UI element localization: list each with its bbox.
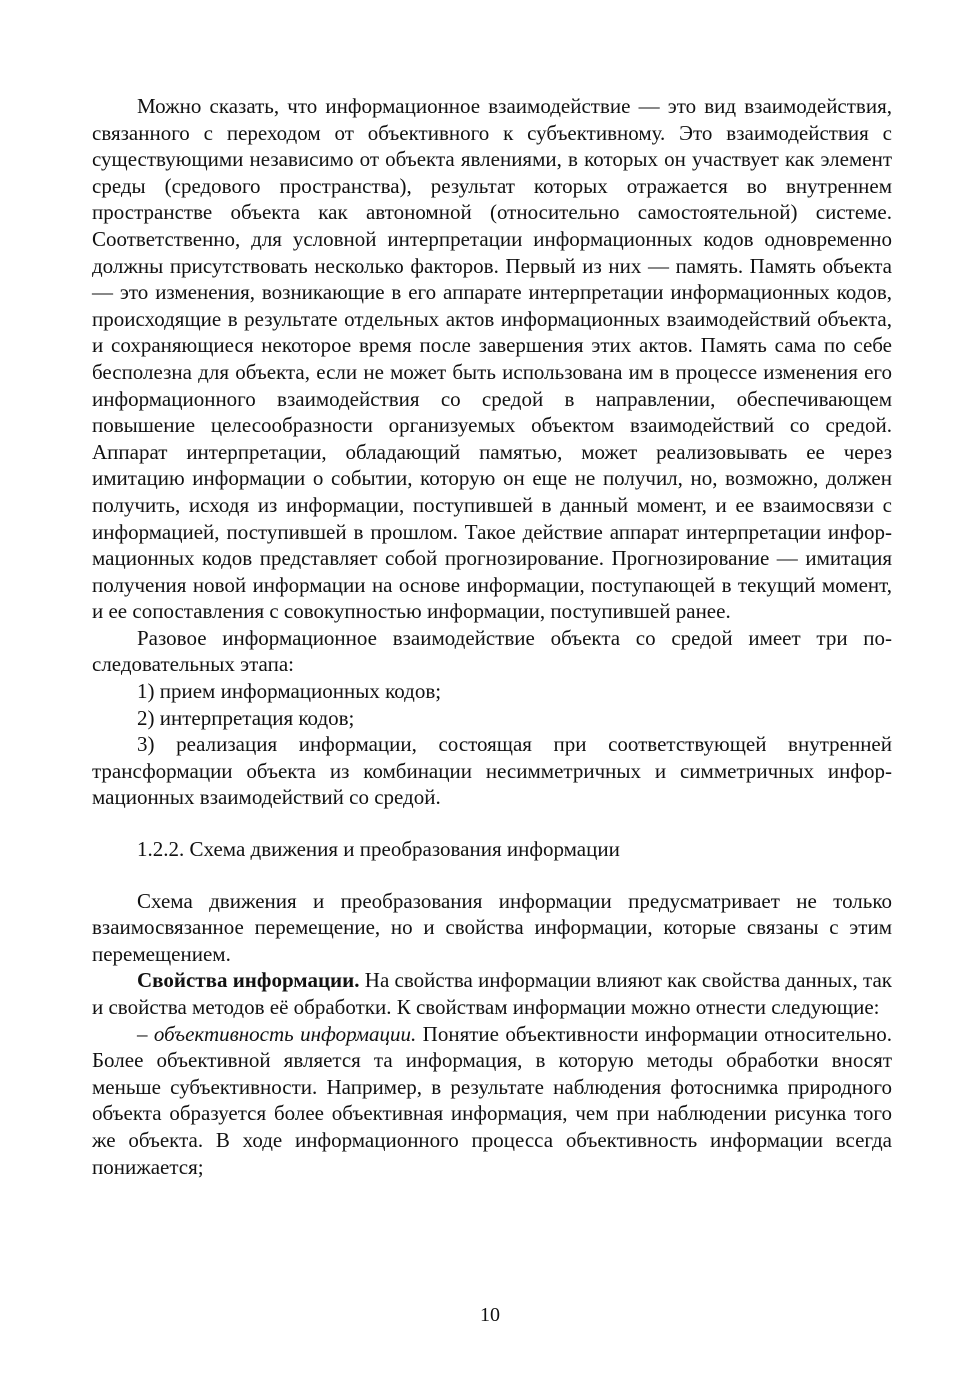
paragraph-information-interaction: Можно сказать, что информационное взаимодействие — это вид взаимодействия, связанного с переходом от объективного к субъективному. Это взаимодействия с существующими независимо от объекта явлениями, в которых он участвует как элемент среды (средового пространства), результат которых отражается во внутреннем пространстве объекта как автономной (относительно самостоятельной) системе. Соответственно, для условной интерпретации информационных кодов одновременно должны присутствовать несколько факторов. Первый из них — память. Память объекта — это изменения, возникающие в его аппарате интерпретации информационных кодов, происходящие в результате отдельных актов информационных взаимодействий объекта, и сохраняющиеся некоторое время после завершения этих актов. Память сама по себе бесполезна для объекта, если не может быть использована им в процессе изменения его информационного взаимодействия со средой в направлении, обеспечивающем повышение целесообразности организуемых объектом взаимодействий со средой. Аппарат интерпретации, обладающий памятью, может реализовывать ее через имитацию информации о событии, которую он еще не получил, но, возможно, должен получить, исходя из информации, поступившей в данный момент, и ее взаимосвязи с информацией, поступившей в прошлом. Такое действие аппарат интерпретации информационных кодов представляет собой прогнозирование. Прогнозирование — имитация получения новой информации на основе информации, поступающей в текущий момент, и ее сопоставления с совокупностью информации, поступившей ранее. bbox=[92, 94, 892, 624]
list-item-stage-1: 1) прием информационных кодов; bbox=[137, 679, 442, 704]
paragraph-scheme: Схема движения и преобразования информации предусматривает не только взаимосвязанное перемещение, но и свойства информации, которые связаны с этим перемещением. bbox=[92, 888, 892, 966]
section-heading: 1.2.2. Схема движения и преобразования информации bbox=[137, 837, 620, 862]
properties-text: На свойства информации влияют как свойства данных, так и свойства методов её обработки. К свойствам информации можно отнести следующие: bbox=[92, 968, 892, 1019]
list-item-stage-2: 2) интерпретация кодов; bbox=[137, 705, 355, 730]
page-number: 10 bbox=[480, 1304, 500, 1326]
objectivity-term: – объективность информации. bbox=[137, 1021, 417, 1046]
properties-term: Свойства информации. bbox=[137, 968, 360, 993]
paragraph-stages-intro: Разовое информационное взаимодействие объекта со средой имеет три последовательных этапа: bbox=[92, 625, 892, 677]
list-item-stage-3: 3) реализация информации, состоящая при соответствующей внутренней трансформации объекта из комбинации несимметричных и симметричных информационных взаимодействий со средой. bbox=[92, 732, 892, 810]
paragraph-objectivity bbox=[92, 1021, 892, 1181]
paragraph-properties bbox=[92, 967, 892, 1020]
objectivity-text: Понятие объективности информации относительно. Более объективной является та информация, в которую методы обработки вносят меньше субъективности. Например, в результате наблюдения фотоснимка природного объекта образуется более объективная информация, чем при наблюдении рисунка того же объекта. В ходе информационного процесса объективность информации всегда понижается; bbox=[92, 1021, 892, 1179]
